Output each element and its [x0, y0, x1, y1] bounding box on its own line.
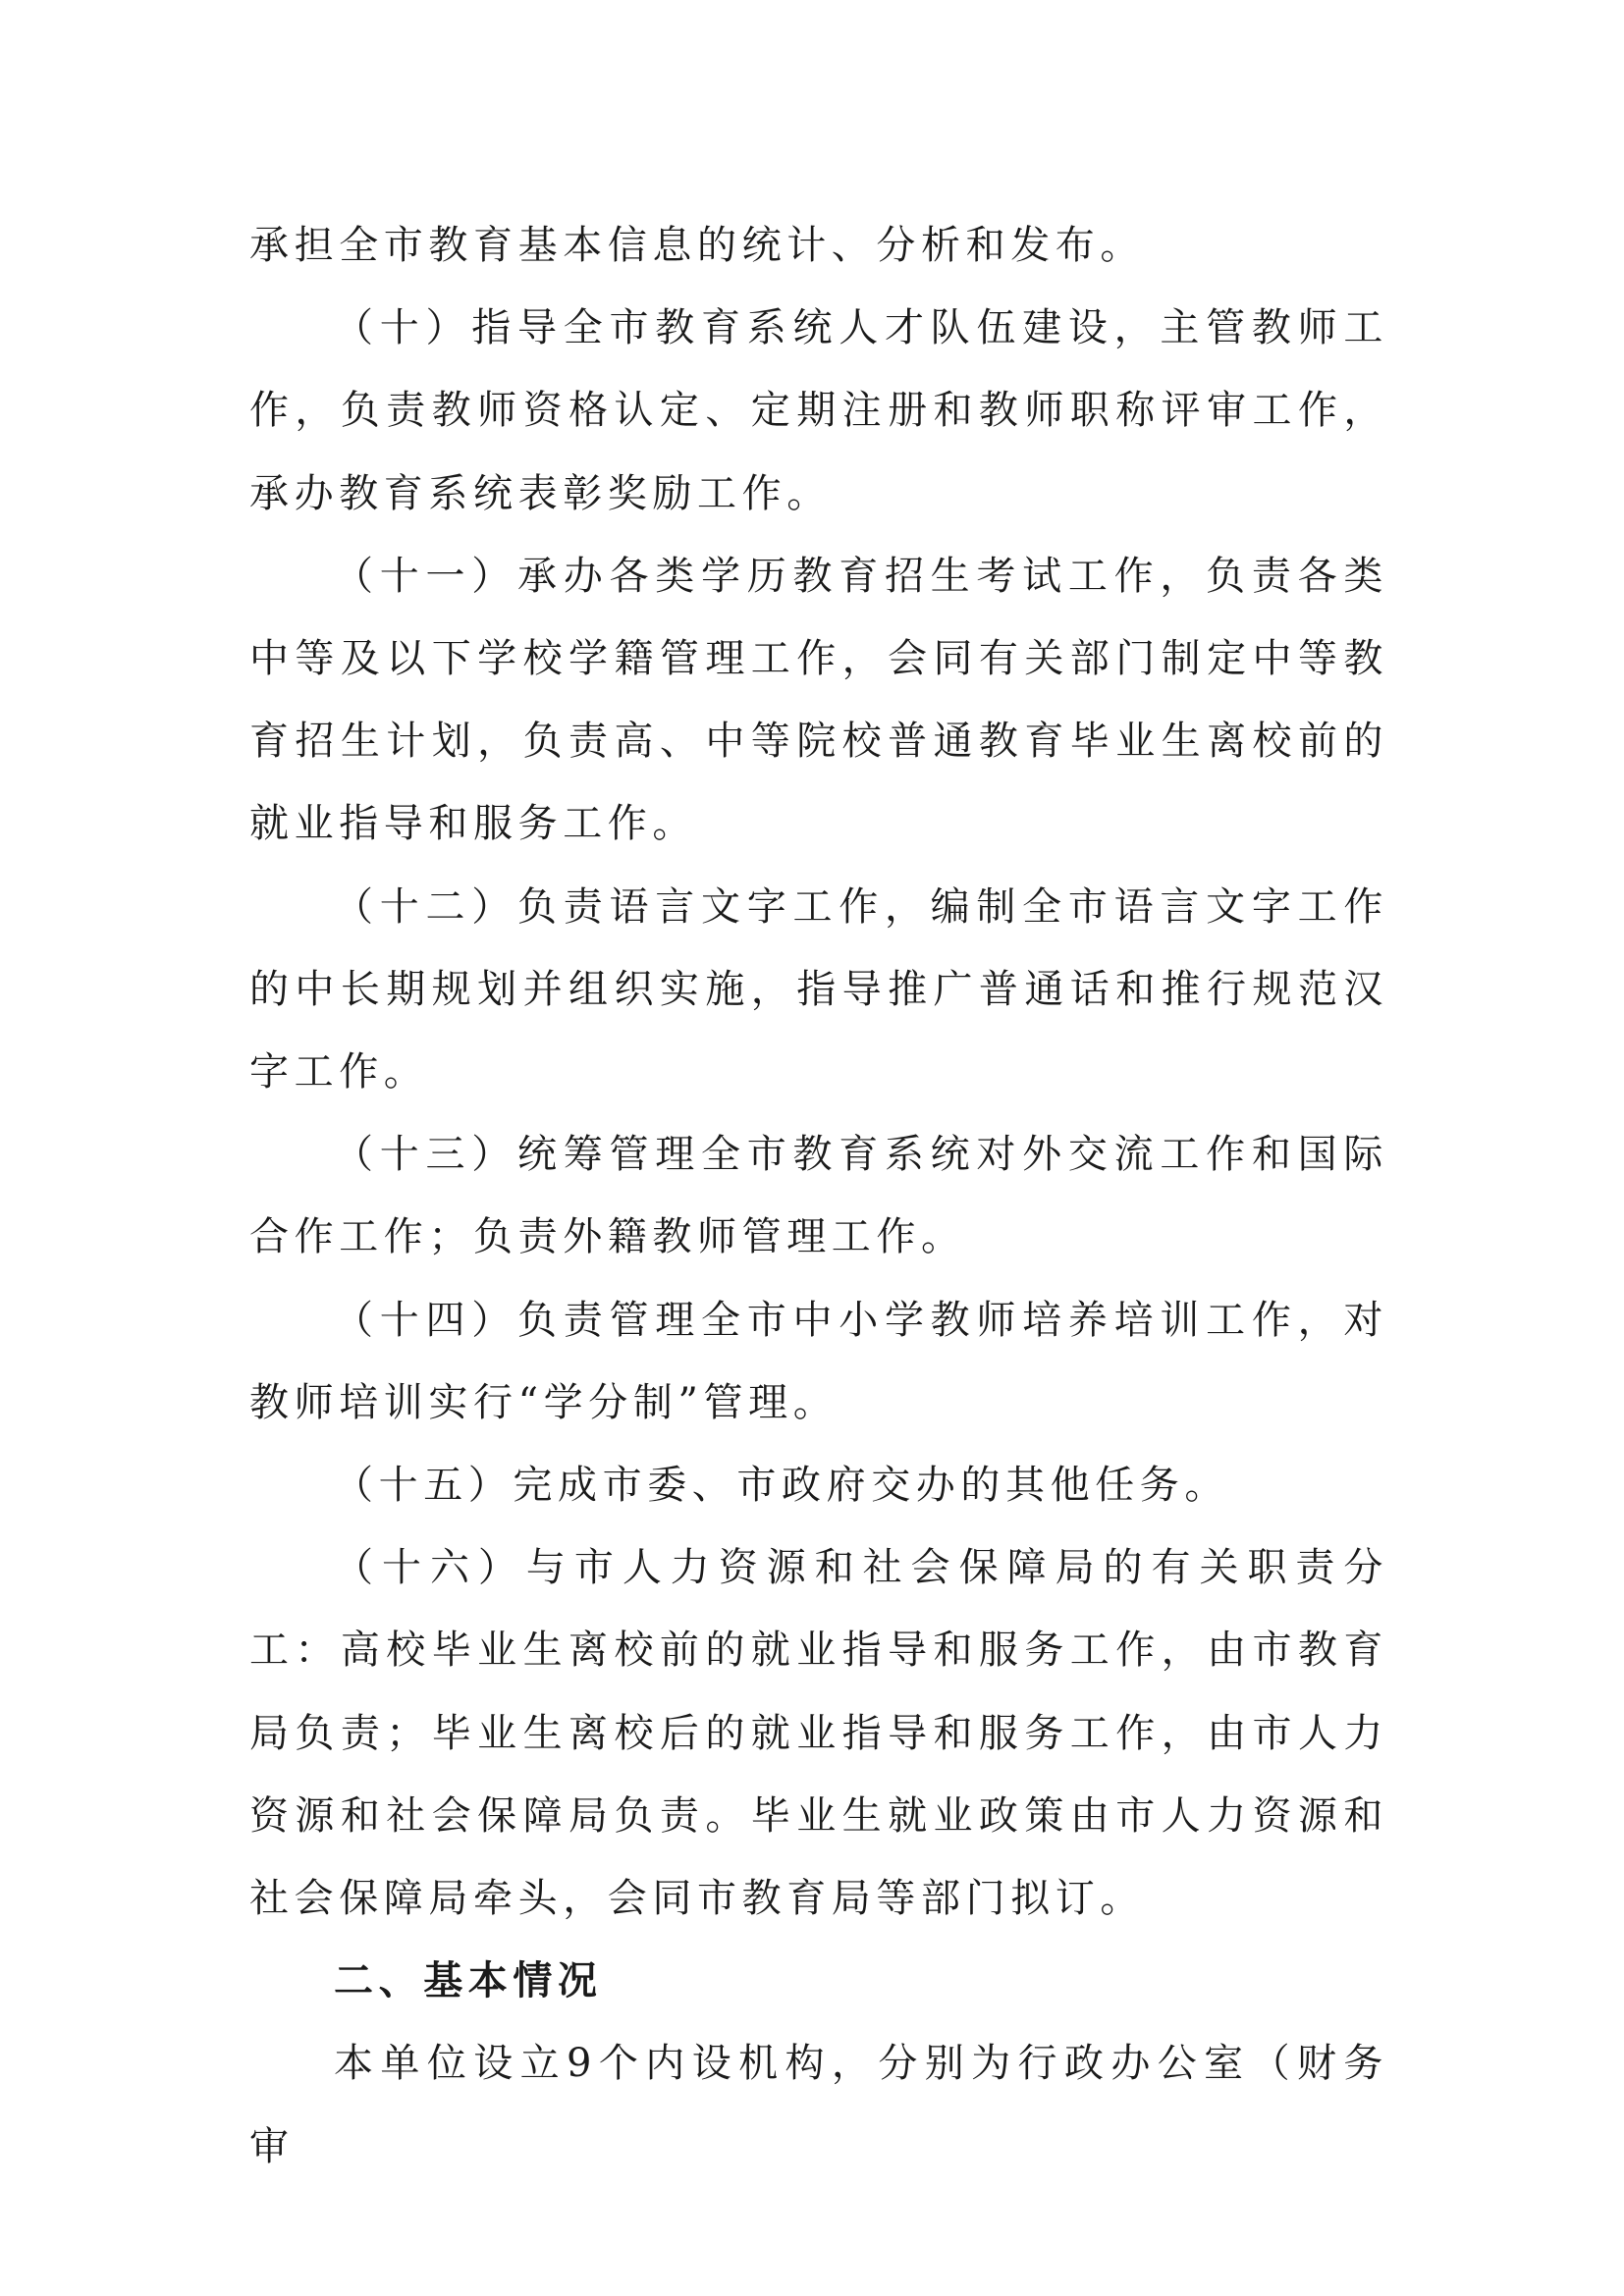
paragraph-item-15: （十五）完成市委、市政府交办的其他任务。 [334, 1463, 1229, 1509]
paragraph-continuation: 承担全市教育基本信息的统计、分析和发布。 [249, 223, 1145, 268]
paragraph-item-12: （十二）负责语言文字工作，编制全市语言文字工作的中长期规划并组织实施，指导推广普通话和推行规范汉字工作。 [249, 883, 1388, 1095]
paragraph-item-16: （十六）与市人力资源和社会保障局的有关职责分工：高校毕业生离校前的就业指导和服务工作，由市教育局负责；毕业生离校后的就业指导和服务工作，由市人力资源和社会保障局负责。毕业生就业政策由市人力资源和社会保障局牵头，会同市教育局等部门拟订。 [249, 1545, 1388, 1922]
section-heading: 二、基本情况 [334, 1958, 603, 2004]
paragraph-item-11: （十一）承办各类学历教育招生考试工作，负责各类中等及以下学校学籍管理工作，会同有关部门制定中等教育招生计划，负责高、中等院校普通教育毕业生离校前的就业指导和服务工作。 [249, 553, 1388, 847]
paragraph-item-10: （十）指导全市教育系统人才队伍建设，主管教师工作，负责教师资格认定、定期注册和教师职称评审工作，承办教育系统表彰奖励工作。 [249, 305, 1388, 516]
paragraph-basic-info: 本单位设立9个内设机构，分别为行政办公室（财务审 [249, 2041, 1388, 2169]
paragraph-item-13: （十三）统筹管理全市教育系统对外交流工作和国际合作工作；负责外籍教师管理工作。 [249, 1132, 1388, 1260]
paragraph-item-14: （十四）负责管理全市中小学教师培养培训工作，对教师培训实行“学分制”管理。 [249, 1297, 1388, 1425]
document-body [249, 204, 1388, 2188]
